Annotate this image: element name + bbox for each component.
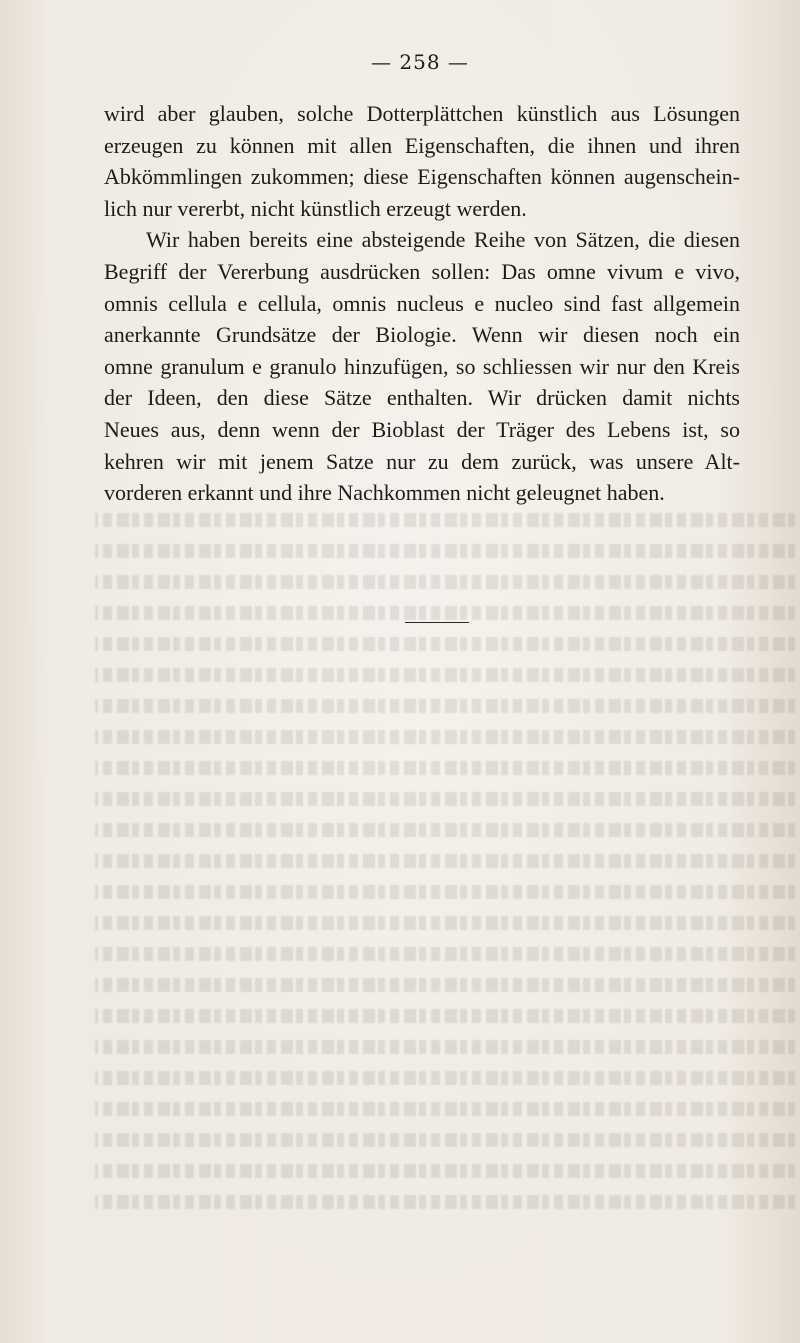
bleed-through-texture: [95, 505, 795, 1225]
text-line: Begriff der Vererbung ausdrücken sollen: Das omne vivum e vivo,: [104, 258, 740, 284]
text-line: vorderen erkannt und ihre Nachkommen nicht geleugnet haben.: [104, 480, 665, 506]
text-line: erzeugen zu können mit allen Eigenschaften, die ihnen und ihren: [104, 132, 740, 158]
text-line: Wir haben bereits eine absteigende Reihe von Sätzen, die diesen: [146, 227, 740, 253]
text-line: Abkömmlingen zukommen; diese Eigenschaften können augenschein-: [104, 164, 740, 190]
text-line: kehren wir mit jenem Satze nur zu dem zurück, was unsere Alt-: [104, 448, 740, 474]
text-line: omnis cellula e cellula, omnis nucleus e nucleo sind fast allgemein: [104, 290, 740, 316]
text-line: omne granulum e granulo hinzufügen, so schliessen wir nur den Kreis: [104, 353, 740, 379]
page-number: — 258 —: [371, 50, 469, 74]
section-divider-rule: [405, 622, 469, 623]
text-line: lich nur vererbt, nicht künstlich erzeugt werden.: [104, 195, 527, 221]
body-text: [104, 98, 740, 509]
text-line: Neues aus, denn wenn der Bioblast der Träger des Lebens ist, so: [104, 416, 740, 442]
text-line: der Ideen, den diese Sätze enthalten. Wir drücken damit nichts: [104, 385, 740, 411]
text-line: anerkannte Grundsätze der Biologie. Wenn wir diesen noch ein: [104, 322, 740, 348]
text-line: wird aber glauben, solche Dotterplättchen künstlich aus Lösungen: [104, 101, 740, 126]
